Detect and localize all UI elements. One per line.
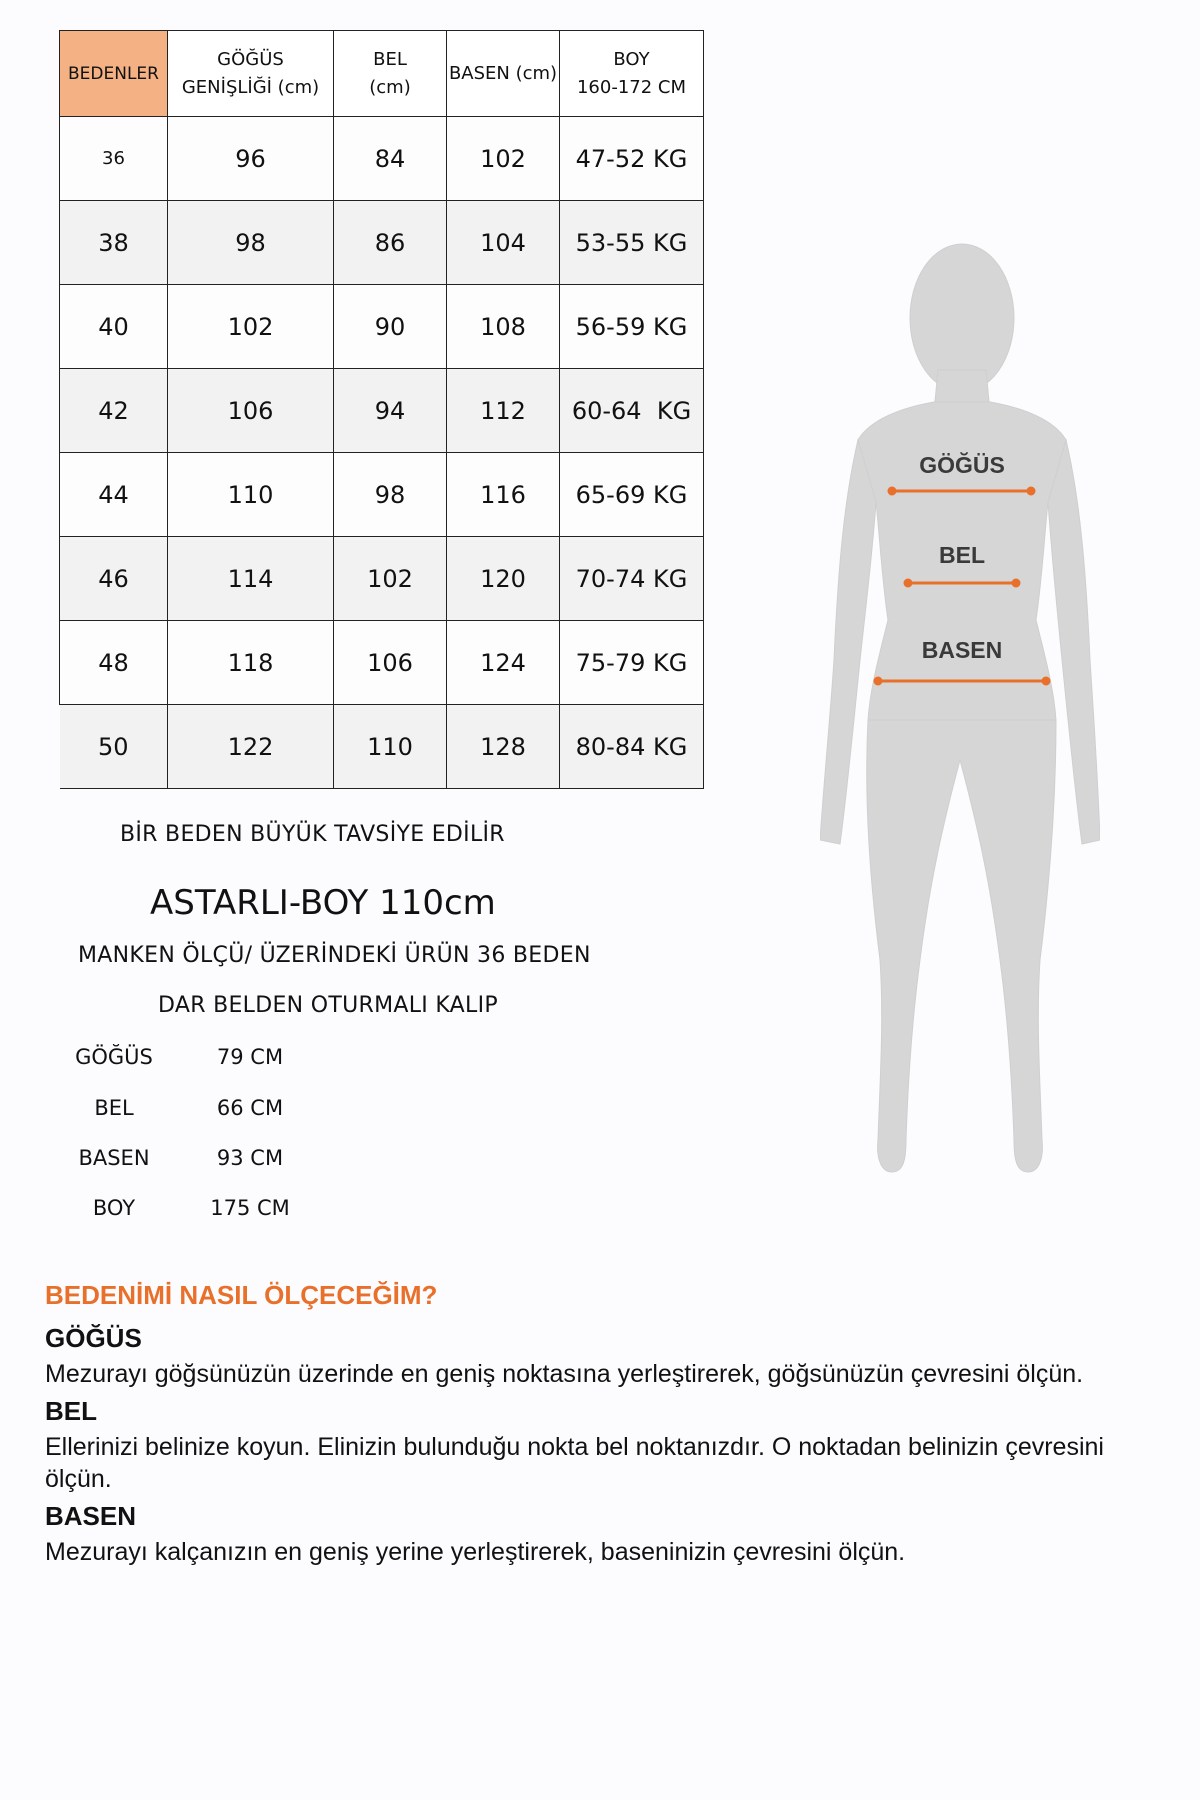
chest-cell: 102	[168, 285, 334, 369]
figure-chest-label: GÖĞÜS	[919, 452, 1005, 478]
fit-note: DAR BELDEN OTURMALI KALIP	[158, 993, 498, 1018]
weight-cell: 53-55 KG	[560, 201, 704, 285]
size-cell: 48	[60, 621, 168, 705]
waist-cell: 110	[334, 705, 447, 789]
hip-cell: 128	[447, 705, 560, 789]
hip-cell: 102	[447, 117, 560, 201]
weight-cell: 65-69 KG	[560, 453, 704, 537]
hip-cell: 108	[447, 285, 560, 369]
model-chest-label: GÖĞÜS	[75, 1045, 153, 1069]
table-row	[60, 285, 704, 369]
size-cell: 42	[60, 369, 168, 453]
guide-title: BEDENİMİ NASIL ÖLÇECEĞİM?	[45, 1280, 438, 1310]
waist-cell: 102	[334, 537, 447, 621]
weight-cell: 80-84 KG	[560, 705, 704, 789]
guide-hip-text: Mezurayı kalçanızın en geniş yerine yerleştirerek, baseninizin çevresini ölçün.	[45, 1538, 906, 1566]
size-cell: 40	[60, 285, 168, 369]
figure-hip-label: BASEN	[921, 637, 1003, 663]
guide-waist-heading: BEL	[45, 1396, 97, 1426]
model-height-label: BOY	[92, 1196, 136, 1220]
table-row	[60, 537, 704, 621]
body-silhouette-icon	[820, 240, 1100, 1180]
weight-cell: 75-79 KG	[560, 621, 704, 705]
header-chest: GÖĞÜS GENİŞLİĞİ (cm)	[168, 31, 334, 117]
waist-cell: 98	[334, 453, 447, 537]
figure-waist-label: BEL	[939, 542, 985, 568]
table-row	[60, 705, 704, 789]
recommend-note: BİR BEDEN BÜYÜK TAVSİYE EDİLİR	[120, 822, 505, 847]
guide-waist-text: Ellerinizi belinize koyun. Elinizin bulunduğu nokta bel noktanızdır. O noktadan belinizin çevresini ölçün.	[45, 1433, 1104, 1493]
header-sizes: BEDENLER	[60, 31, 168, 117]
model-waist-value: 66 CM	[216, 1096, 284, 1120]
header-hip: BASEN (cm)	[447, 31, 560, 117]
header-height-weight: BOY 160-172 CM	[560, 31, 704, 117]
weight-cell: 47-52 KG	[560, 117, 704, 201]
chest-cell: 98	[168, 201, 334, 285]
waist-cell: 86	[334, 201, 447, 285]
guide-hip-heading: BASEN	[45, 1501, 137, 1531]
weight-cell: 56-59 KG	[560, 285, 704, 369]
guide-chest-heading: GÖĞÜS	[45, 1323, 142, 1353]
model-waist-label: BEL	[94, 1096, 134, 1120]
size-cell: 46	[60, 537, 168, 621]
waist-cell: 84	[334, 117, 447, 201]
chest-cell: 106	[168, 369, 334, 453]
size-cell: 36	[60, 117, 168, 201]
measure-guide	[45, 1280, 1165, 1574]
chest-cell: 96	[168, 117, 334, 201]
table-row	[60, 453, 704, 537]
waist-cell: 106	[334, 621, 447, 705]
length-title: ASTARLI-BOY 110cm	[150, 883, 496, 923]
guide-chest-text: Mezurayı göğsünüzün üzerinde en geniş noktasına yerleştirerek, göğsünüzün çevresini ölçün.	[45, 1360, 1084, 1388]
model-chest-value: 79 CM	[216, 1045, 284, 1069]
weight-cell: 60-64 KG	[560, 369, 704, 453]
hip-cell: 124	[447, 621, 560, 705]
model-height-value: 175 CM	[210, 1196, 290, 1220]
body-figure	[820, 240, 1100, 1180]
table-row	[60, 201, 704, 285]
size-cell: 44	[60, 453, 168, 537]
model-hip-label: BASEN	[78, 1146, 150, 1170]
chest-cell: 122	[168, 705, 334, 789]
table-row	[60, 369, 704, 453]
model-info-note: MANKEN ÖLÇÜ/ ÜZERİNDEKİ ÜRÜN 36 BEDEN	[78, 943, 591, 968]
hip-cell: 112	[447, 369, 560, 453]
table-row	[60, 117, 704, 201]
table-row	[60, 621, 704, 705]
waist-cell: 94	[334, 369, 447, 453]
header-waist: BEL (cm)	[334, 31, 447, 117]
size-table	[59, 30, 704, 789]
model-hip-value: 93 CM	[216, 1146, 284, 1170]
chest-cell: 114	[168, 537, 334, 621]
chest-cell: 110	[168, 453, 334, 537]
table-header-row	[60, 31, 704, 117]
size-cell: 38	[60, 201, 168, 285]
chest-cell: 118	[168, 621, 334, 705]
hip-cell: 120	[447, 537, 560, 621]
weight-cell: 70-74 KG	[560, 537, 704, 621]
hip-cell: 104	[447, 201, 560, 285]
waist-cell: 90	[334, 285, 447, 369]
size-cell: 50	[60, 705, 168, 789]
hip-cell: 116	[447, 453, 560, 537]
